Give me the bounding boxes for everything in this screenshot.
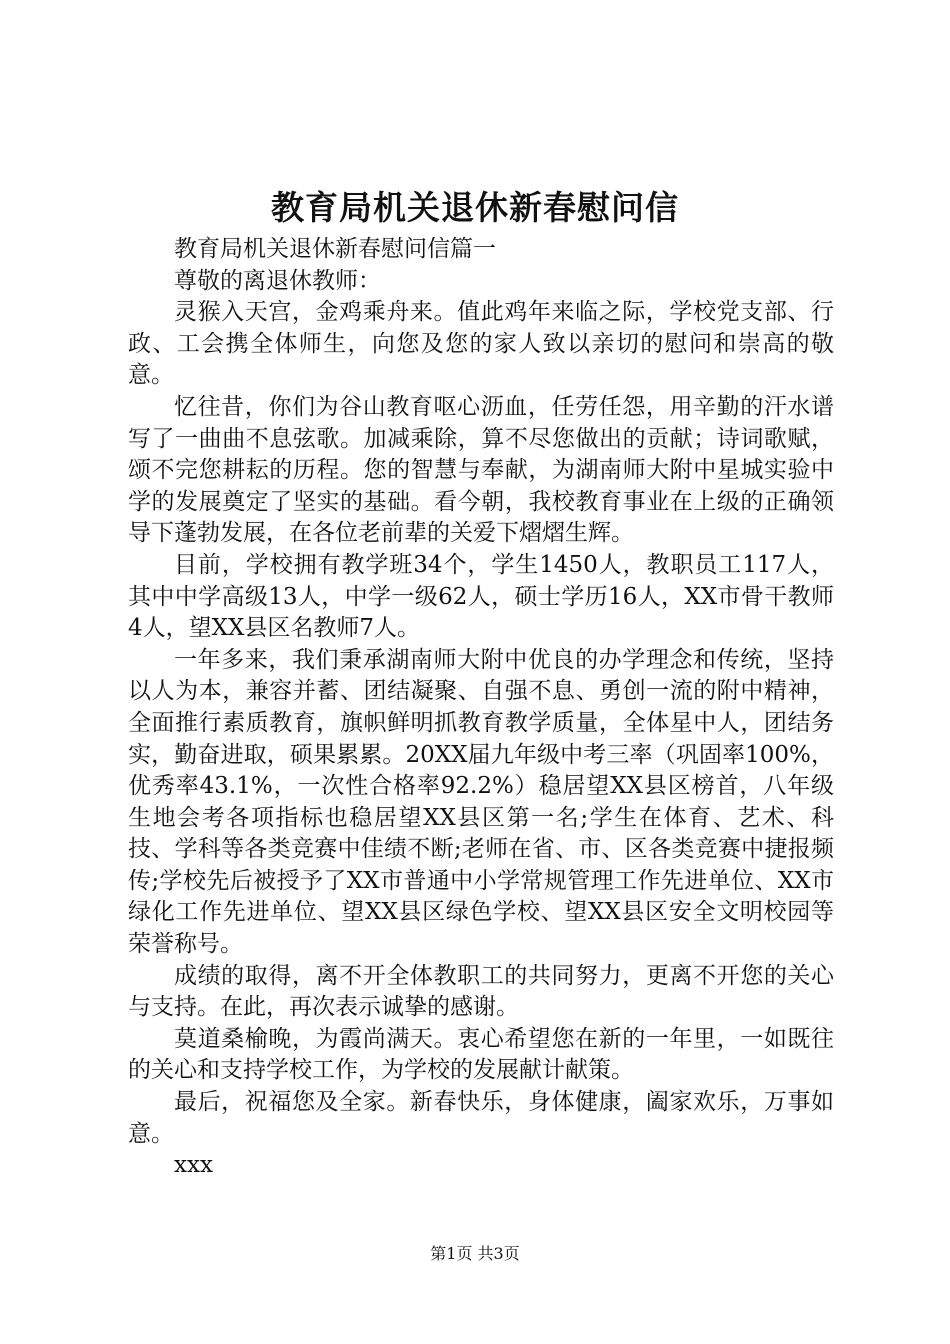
paragraph-hope: 莫道桑榆晚，为霞尚满天。衷心希望您在新的一年里，一如既往的关心和支持学校工作，为学校的发展献计献策。	[128, 1025, 834, 1084]
paragraph-recollection: 忆往昔，你们为谷山教育呕心沥血，任劳任怨，用辛勤的汗水谱写了一曲曲不息弦歌。加减乘除，算不尽您做出的贡献；诗词歌赋，颂不完您耕耘的历程。您的智慧与奉献，为湖南师大附中星城实验中学的发展奠定了坚实的基础。看今朝，我校教育事业在上级的正确领导下蓬勃发展，在各位老前辈的关爱下熠熠生辉。	[128, 393, 834, 547]
document-body	[128, 234, 834, 1182]
document-subtitle: 教育局机关退休新春慰问信篇一	[174, 236, 496, 262]
paragraph-statistics: 目前，学校拥有教学班34个，学生1450人，教职员工117人，其中中学高级13人，中学一级62人，硕士学历16人，XX市骨干教师4人，望XX县区名教师7人。	[128, 551, 834, 642]
paragraph-blessing: 最后，祝福您及全家。新春快乐，身体健康，阖家欢乐，万事如意。	[128, 1089, 834, 1147]
page-indicator: 第1页 共3页	[430, 1244, 520, 1263]
document-title: 教育局机关退休新春慰问信	[271, 188, 679, 227]
paragraph-achievements: 一年多来，我们秉承湖南师大附中优良的办学理念和传统，坚持以人为本，兼容并蓄、团结凝聚、自强不息、勇创一流的附中精神，全面推行素质教育，旗帜鲜明抓教育教学质量，全体星中人，团结务实，勤奋进取，硕果累累。20XX届九年级中考三率（巩固率100%，优秀率43.1%，一次性合格率92.2%）稳居望XX县区榜首，八年级生地会考各项指标也稳居望XX县区第一名;学生在体育、艺术、科技、学科等各类竞赛中佳绩不断;老师在省、市、区各类竞赛中捷报频传;学校先后被授予了XX市普通中小学常规管理工作先进单位、XX市绿化工作先进单位、望XX县区绿色学校、望XX县区安全文明校园等荣誉称号。	[128, 646, 834, 958]
salutation: 尊敬的离退休教师：	[174, 267, 381, 294]
paragraph-thanks: 成绩的取得，离不开全体教职工的共同努力，更离不开您的关心与支持。在此，再次表示诚挚的感谢。	[128, 962, 834, 1021]
signature: xxx	[174, 1152, 213, 1179]
paragraph-greeting: 灵猴入天宫，金鸡乘舟来。值此鸡年来临之际，学校党支部、行政、工会携全体师生，向您及您的家人致以亲切的慰问和崇高的敬意。	[128, 299, 834, 389]
